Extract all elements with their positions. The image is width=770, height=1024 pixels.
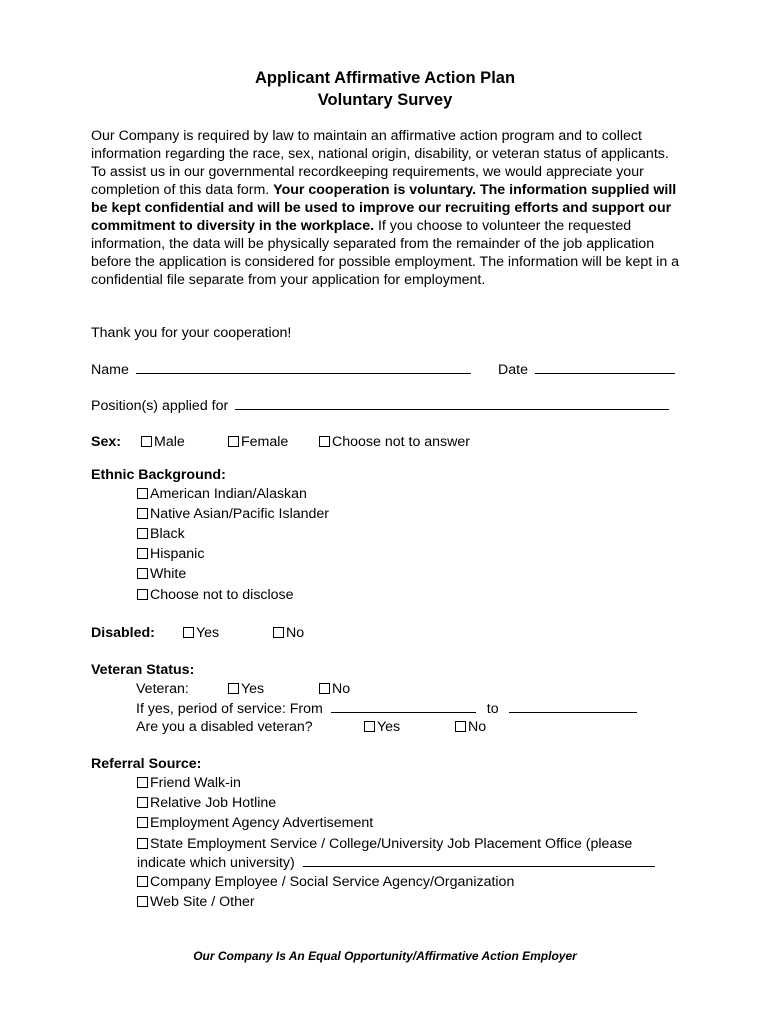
service-period-label: If yes, period of service: From (136, 701, 323, 717)
service-to-field[interactable] (509, 699, 637, 713)
date-row (498, 360, 675, 379)
veteran-label: Veteran: (136, 681, 189, 697)
intro-text-2: If you choose to volunteer the requested information, the data will be physically separated from the remainder of the job application before the application is considered for possible employment. The information will be kept in a confidential file separate from your application for employment. (91, 218, 680, 288)
veteran-option-no[interactable]: No (319, 680, 350, 698)
footer-text: Our Company Is An Equal Opportunity/Affirmative Action Employer (193, 949, 577, 963)
page-subtitle: Voluntary Survey (317, 91, 453, 109)
position-field[interactable] (235, 396, 669, 410)
checkbox-icon[interactable] (137, 817, 148, 828)
ethnic-label: Ethnic Background: (91, 467, 226, 483)
intro-bold-text: Your cooperation is voluntary. The information supplied will be kept confidential and will be used to improve our recruiting efforts and support our commitment to diversity in the workplace. (91, 182, 677, 234)
checkbox-icon[interactable] (137, 568, 148, 579)
name-label: Name (91, 362, 129, 378)
sex-option-no-answer[interactable]: Choose not to answer (319, 433, 470, 451)
intro-paragraph (91, 127, 683, 289)
ethnic-option-black[interactable]: Black (137, 525, 185, 543)
veteran-option-yes[interactable]: Yes (228, 680, 264, 698)
checkbox-icon[interactable] (319, 436, 330, 447)
position-row (91, 396, 669, 415)
disabled-veteran-label: Are you a disabled veteran? (136, 719, 313, 735)
disabled-veteran-option-no[interactable]: No (455, 718, 486, 736)
checkbox-icon[interactable] (455, 721, 466, 732)
checkbox-icon[interactable] (137, 797, 148, 808)
checkbox-icon[interactable] (137, 589, 148, 600)
ethnic-option-hispanic[interactable]: Hispanic (137, 545, 204, 563)
disabled-label: Disabled: (91, 625, 155, 641)
disabled-option-no[interactable]: No (273, 624, 304, 642)
checkbox-icon[interactable] (137, 896, 148, 907)
name-row (91, 360, 471, 379)
checkbox-icon[interactable] (137, 777, 148, 788)
checkbox-icon[interactable] (137, 488, 148, 499)
veteran-status-label: Veteran Status: (91, 662, 195, 678)
date-label: Date (498, 362, 528, 378)
referral-label: Referral Source: (91, 756, 202, 772)
checkbox-icon[interactable] (137, 838, 148, 849)
checkbox-icon[interactable] (183, 627, 194, 638)
ethnic-option-no-disclose[interactable]: Choose not to disclose (137, 586, 294, 604)
checkbox-icon[interactable] (273, 627, 284, 638)
checkbox-icon[interactable] (364, 721, 375, 732)
intro-text: Our Company is required by law to maintain an affirmative action program and to collect information regarding the race, sex, national origin, disability, or veteran status of applicants. To assist us in our governmental recordkeeping requirements, we would appreciate your completion of this data form. (91, 128, 669, 198)
checkbox-icon[interactable] (228, 436, 239, 447)
university-label: indicate which university) (137, 855, 295, 871)
referral-option-state[interactable]: State Employment Service / College/University Job Placement Office (please (137, 835, 632, 853)
university-field[interactable] (303, 853, 655, 867)
ethnic-option-american-indian[interactable]: American Indian/Alaskan (137, 485, 307, 503)
referral-option-relative[interactable]: Relative Job Hotline (137, 794, 276, 812)
service-from-field[interactable] (331, 699, 476, 713)
sex-option-female[interactable]: Female (228, 433, 288, 451)
ethnic-option-asian[interactable]: Native Asian/Pacific Islander (137, 505, 329, 523)
sex-label: Sex: (91, 434, 121, 450)
service-period-row (136, 699, 637, 718)
sex-option-male[interactable]: Male (141, 433, 185, 451)
university-row (137, 853, 655, 872)
ethnic-option-white[interactable]: White (137, 565, 186, 583)
referral-option-employee[interactable]: Company Employee / Social Service Agency/Organization (137, 873, 514, 891)
referral-option-agency[interactable]: Employment Agency Advertisement (137, 814, 373, 832)
referral-option-web[interactable]: Web Site / Other (137, 893, 255, 911)
date-field[interactable] (535, 360, 675, 374)
position-label: Position(s) applied for (91, 398, 229, 414)
disabled-veteran-option-yes[interactable]: Yes (364, 718, 400, 736)
checkbox-icon[interactable] (137, 548, 148, 559)
page-title: Applicant Affirmative Action Plan (254, 69, 516, 87)
checkbox-icon[interactable] (228, 683, 239, 694)
checkbox-icon[interactable] (141, 436, 152, 447)
checkbox-icon[interactable] (319, 683, 330, 694)
thanks-text: Thank you for your cooperation! (91, 325, 292, 341)
checkbox-icon[interactable] (137, 508, 148, 519)
service-to-label: to (486, 701, 499, 717)
referral-option-friend[interactable]: Friend Walk-in (137, 774, 241, 792)
name-field[interactable] (136, 360, 471, 374)
disabled-option-yes[interactable]: Yes (183, 624, 219, 642)
checkbox-icon[interactable] (137, 528, 148, 539)
checkbox-icon[interactable] (137, 876, 148, 887)
